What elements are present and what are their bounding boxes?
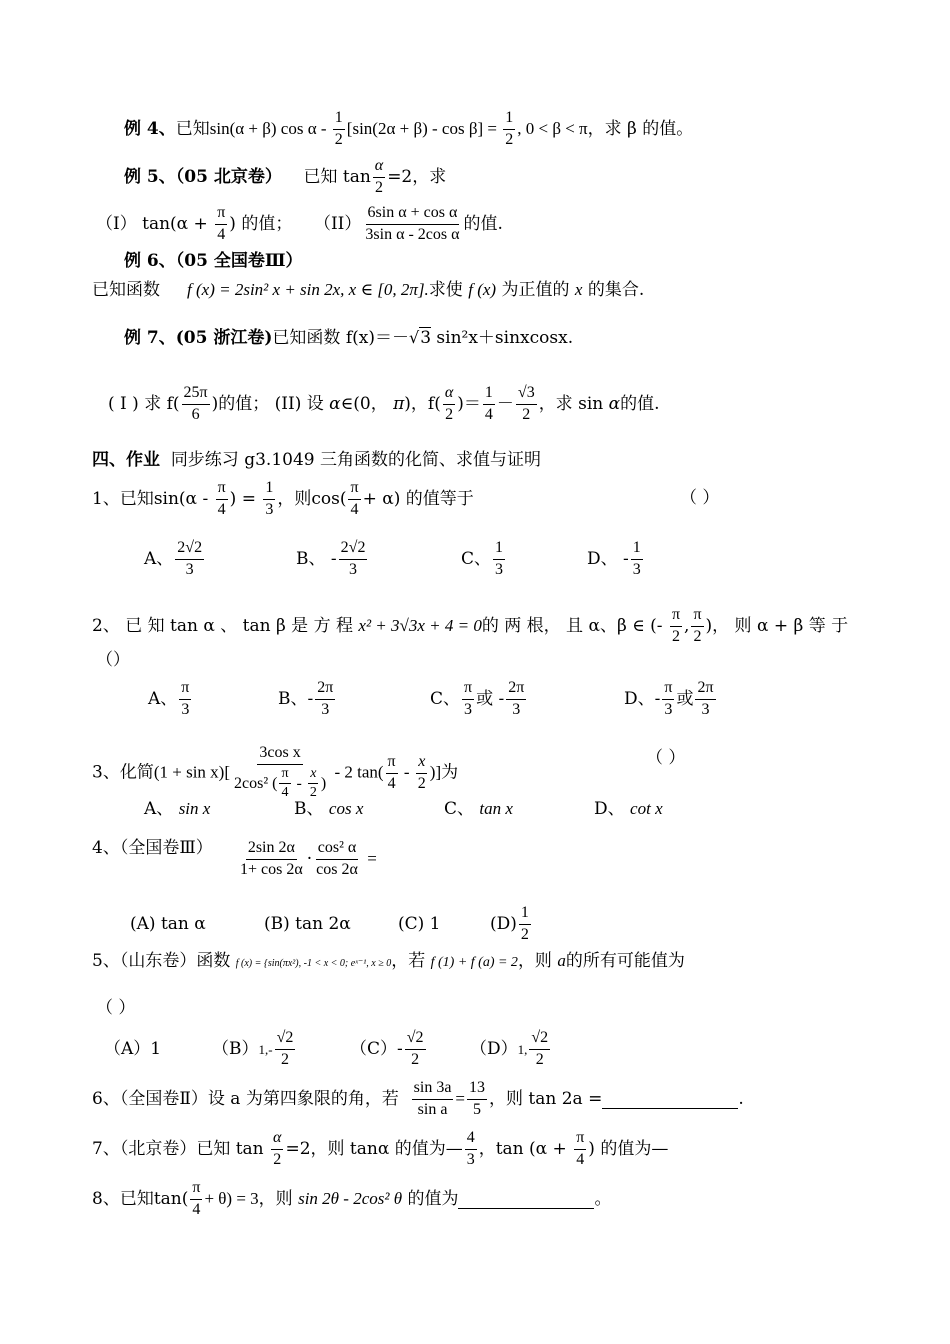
question-4-expr: $\frac{2\sin 2\alpha}{1+ \cos 2\alpha}$ · $\frac{\text{cos² α}}{\cos 2\alpha}$ = [240, 839, 377, 878]
question-3: 3、化简(1 + sin x)[ 3cos x 2cos² ( $\frac{\pi}{4}$ - $\frac{x}{2}$ ) - 2 tan( $\frac{\pi}{4}$ - $\frac{x}{2}$ )]为 [92, 744, 459, 801]
answer-blank[interactable] [458, 1191, 594, 1209]
answer-paren: （ ） [646, 748, 686, 768]
question-1: 1、已知sin(α - $\frac{\pi}{4}$ ) = $\frac{1}{3}$ ，则cos( $\frac{\pi}{4}$ + α) 的值等于 [92, 479, 474, 518]
fraction: $\frac{1}{2}$ [334, 109, 343, 148]
question-7: 7、（北京卷）已知 tan $\frac{\alpha}{2}$ =2，则 tanα 的值为— $\frac{4}{3}$ ，tan (α + $\frac{\pi}{4}$ ) 的值为— [92, 1129, 669, 1168]
question-1-options: A、 $\frac{2√2}{3}$ B、 - $\frac{2√2}{3}$ C、 $\frac{1}{3}$ D、 - $\frac{1}{3}$ [144, 539, 641, 578]
example-label: 例 4、 [124, 118, 176, 139]
example-6-label: 例 6、（05 全国卷Ⅲ） [124, 251, 303, 271]
fraction: $\frac{1}{2}$ [505, 109, 514, 148]
question-5: 5、（山东卷）函数 f (x) = {sin(πx²), -1 < x < 0; eˣ⁻¹, x ≥ 0，若 f (1) + f (a) = 2，则 a的所有可能值为 [92, 951, 685, 971]
question-2-options: A、 $\frac{\pi}{3}$ B、- $\frac{2\pi}{3}$ C、 $\frac{\pi}{3}$ 或 - $\frac{2\pi}{3}$ D、- $\frac{\pi}{3}$ 或 $\frac{2\pi}{3}$ [148, 679, 714, 718]
homework-header: 四、作业 同步练习 g3.1049 三角函数的化简、求值与证明 [92, 450, 541, 470]
question-8: 8、已知tan( $\frac{\pi}{4}$ + θ) = 3，则 sin 2θ - 2cos² θ 的值为 。 [92, 1179, 612, 1218]
example-label: 例 7、(05 浙江卷) [124, 328, 273, 348]
example-7: 例 7、(05 浙江卷)已知函数 f(x)＝－√3 sin²x＋sinxcosx. [124, 328, 574, 348]
example-label: 例 5、（05 北京卷） [124, 166, 282, 187]
example-7-parts: ( I ) 求 f( $\frac{25\pi}{6}$ )的值； (II) 设 α∈(0， π)，f( $\frac{\alpha}{2}$ )＝ $\frac{1}{4}$ － $\frac{√3}{2}$ ，求 sin α的值. [108, 384, 660, 423]
answer-paren: （ ） [96, 998, 136, 1018]
answer-paren: （） [96, 650, 130, 670]
example-6: 已知函数 f (x) = 2sin² x + sin 2x, x ∈ [0, 2π].求使 f (x) 为正值的 x 的集合. [92, 280, 645, 300]
question-2: 2、 已 知 tan α 、 tan β 是 方 程 x² + 3√3x + 4 = 0的 两 根， 且 α、β ∈ (- $\frac{\pi}{2}$ , $\frac{\pi}{2}$ )， 则 α + β 等 于 [92, 606, 849, 645]
question-3-options: A、 sin x B、 cos x C、 tan x D、 cot x [144, 799, 663, 819]
section-title: 四、作业 [92, 450, 160, 470]
question-4-options: (A) tan α (B) tan 2α (C) 1 (D) $\frac{1}{2}$ [130, 904, 529, 943]
answer-paren: （ ） [680, 488, 720, 508]
example-5: 例 5、（05 北京卷） 已知 tan $\frac{\alpha}{2}$ =2，求 [124, 157, 447, 196]
question-4: 4、（全国卷Ⅲ） [92, 838, 213, 858]
example-5-parts: （I） tan(α + $\frac{\pi}{4}$ ) 的值； （II） $\frac{\text{6sin α + cos α}}{\text{3sin α - 2cos α}}$ 的值. [96, 204, 503, 243]
question-6: 6、（全国卷Ⅱ）设 a 为第四象限的角，若 $\frac{\sin 3a}{\text{sin a}}$ = $\frac{13}{5}$ ，则 tan 2a = . [92, 1079, 744, 1118]
example-4: 例 4、已知sin(α + β) cos α - $\frac{1}{2}$ [sin(2α + β) - cos β] = $\frac{1}{2}$ , 0 < β < π，求 β 的值。 [124, 109, 694, 148]
question-5-options: （A）1 （B）1,- $\frac{√2}{2}$ （C）- $\frac{√2}{2}$ （D）1, $\frac{√2}{2}$ [104, 1029, 549, 1068]
answer-blank[interactable] [602, 1091, 738, 1109]
